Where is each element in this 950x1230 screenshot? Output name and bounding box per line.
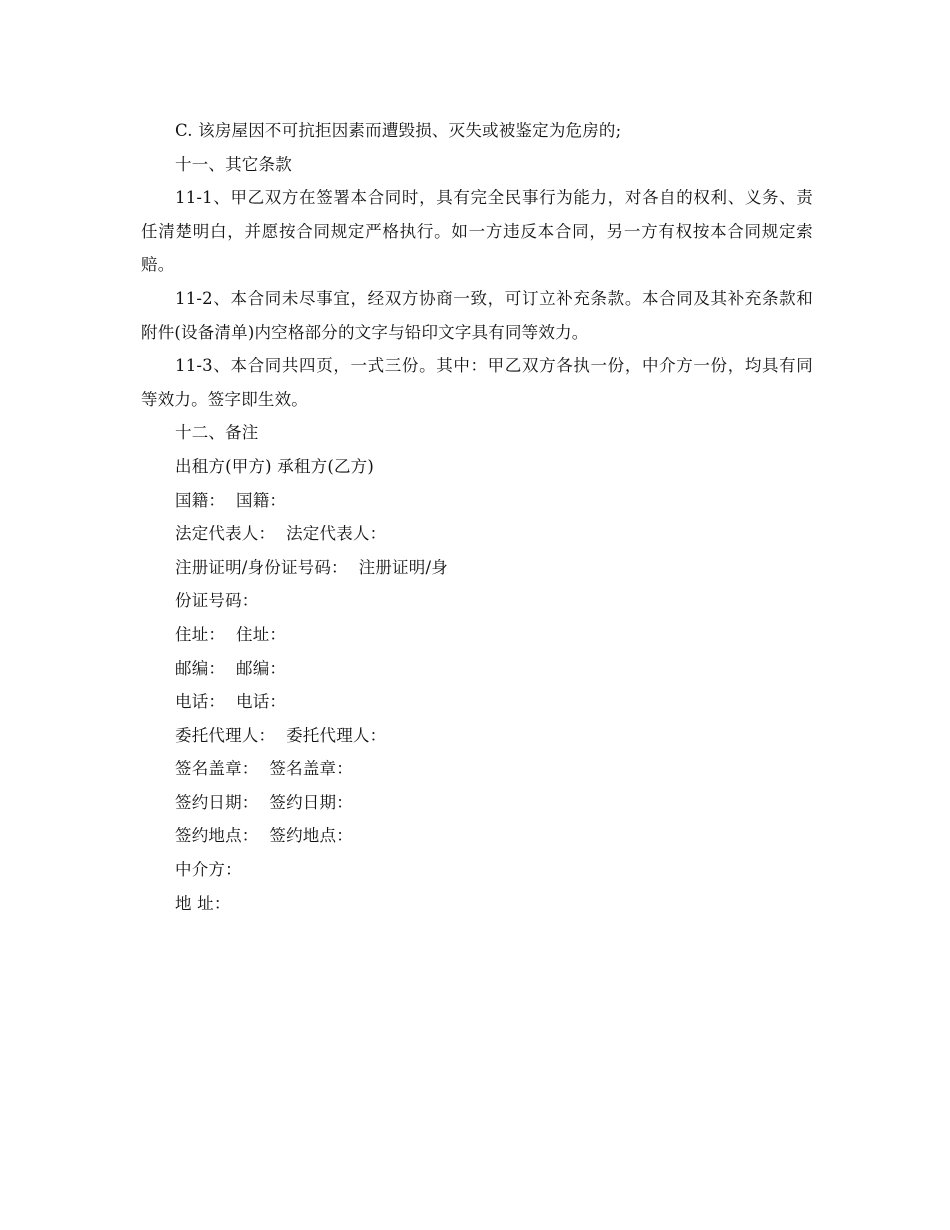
clause-c: C. 该房屋因不可抗拒因素而遭毁损、灭失或被鉴定为危房的;: [175, 121, 622, 140]
section-heading-remarks: 十二、备注: [175, 423, 259, 443]
signature-line-intermediary-address: 地 址：: [175, 893, 231, 913]
signature-line-legal-rep: 法定代表人： 法定代表人：: [175, 524, 387, 544]
signature-line-id-number: 注册证明/身份证号码： 注册证明/身: [175, 557, 448, 577]
signature-line-date: 签约日期： 签约日期：: [175, 792, 353, 812]
document-body: [141, 114, 813, 920]
signature-line-place: 签约地点： 签约地点：: [175, 826, 353, 846]
section-heading-other-terms: 十一、其它条款: [175, 154, 292, 174]
signature-line-agent: 委托代理人： 委托代理人：: [175, 725, 387, 745]
signature-line-seal: 签名盖章： 签名盖章：: [175, 759, 353, 779]
signature-line-postcode: 邮编： 邮编：: [175, 658, 287, 678]
signature-line-id-number-cont: 份证号码：: [175, 591, 259, 611]
signature-block: [141, 450, 813, 920]
signature-line-address: 住址： 住址：: [175, 624, 287, 644]
signature-line-phone: 电话： 电话：: [175, 692, 287, 712]
signature-line-parties: 出租方(甲方) 承租方(乙方): [175, 456, 374, 476]
clause-11-2: 11-2、本合同未尽事宜，经双方协商一致，可订立补充条款。本合同及其补充条款和附件(设备清单)内空格部分的文字与铅印文字具有同等效力。: [141, 288, 813, 342]
signature-line-nationality: 国籍： 国籍：: [175, 490, 287, 510]
clause-11-1: 11-1、甲乙双方在签署本合同时，具有完全民事行为能力，对各自的权利、义务、责任清楚明白，并愿按合同规定严格执行。如一方违反本合同，另一方有权按本合同规定索赔。: [141, 188, 813, 275]
clause-11-3: 11-3、本合同共四页，一式三份。其中：甲乙双方各执一份，中介方一份，均具有同等效力。签字即生效。: [141, 356, 813, 409]
signature-line-intermediary: 中介方：: [175, 860, 242, 880]
